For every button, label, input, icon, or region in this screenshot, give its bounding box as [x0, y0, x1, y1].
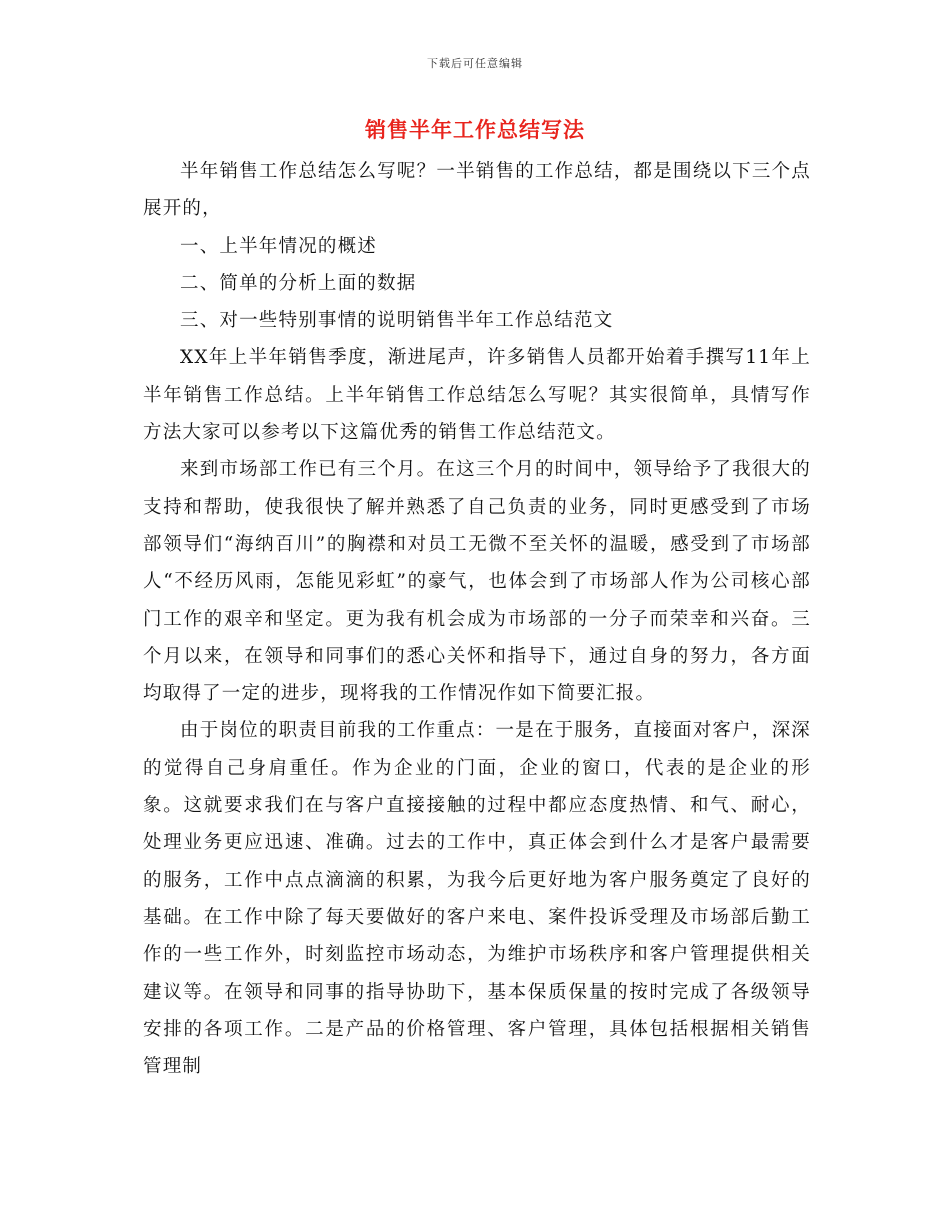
- paragraph-experience: 来到市场部工作已有三个月。在这三个月的时间中，领导给予了我很大的支持和帮助，使我很快了解并熟悉了自己负责的业务，同时更感受到了市场部领导们“海纳百川”的胸襟和对员工无微不至关怀的温暖，感受到了市场部人“不经历风雨，怎能见彩虹”的豪气，也体会到了市场部人作为公司核心部门工作的艰辛和坚定。更为我有机会成为市场部的一分子而荣幸和兴奋。三个月以来，在领导和同事们的悉心关怀和指导下，通过自身的努力，各方面均取得了一定的进步，现将我的工作情况作如下简要汇报。: [143, 459, 811, 705]
- header-note: 下载后可任意编辑: [427, 57, 523, 70]
- paragraph-intro: 半年销售工作总结怎么写呢？一半销售的工作总结，都是围绕以下三个点展开的，: [143, 161, 811, 220]
- list-item-2: 二、简单的分析上面的数据: [180, 272, 417, 294]
- document-title: 销售半年工作总结写法: [365, 117, 585, 142]
- paragraph-background: XX年上半年销售季度，渐进尾声，许多销售人员都开始着手撰写11年上半年销售工作总结。上半年销售工作总结怎么写呢？其实很简单，具情写作方法大家可以参考以下这篇优秀的销售工作总结范文。: [143, 347, 811, 444]
- document-body: [143, 153, 811, 1085]
- list-item-3: 三、对一些特别事情的说明销售半年工作总结范文: [180, 310, 614, 332]
- list-item-1: 一、上半年情况的概述: [180, 235, 378, 257]
- paragraph-duties: 由于岗位的职责目前我的工作重点：一是在于服务，直接面对客户，深深的觉得自己身肩重任。作为企业的门面，企业的窗口，代表的是企业的形象。这就要求我们在与客户直接接触的过程中都应态度热情、和气、耐心，处理业务更应迅速、准确。过去的工作中，真正体会到什么才是客户最需要的服务，工作中点点滴滴的积累，为我今后更好地为客户服务奠定了良好的基础。在工作中除了每天要做好的客户来电、案件投诉受理及市场部后勤工作的一些工作外，时刻监控市场动态，为维护市场秩序和客户管理提供相关建议等。在领导和同事的指导协助下，基本保质保量的按时完成了各级领导安排的各项工作。二是产品的价格管理、客户管理，具体包括根据相关销售管理制: [143, 720, 811, 1078]
